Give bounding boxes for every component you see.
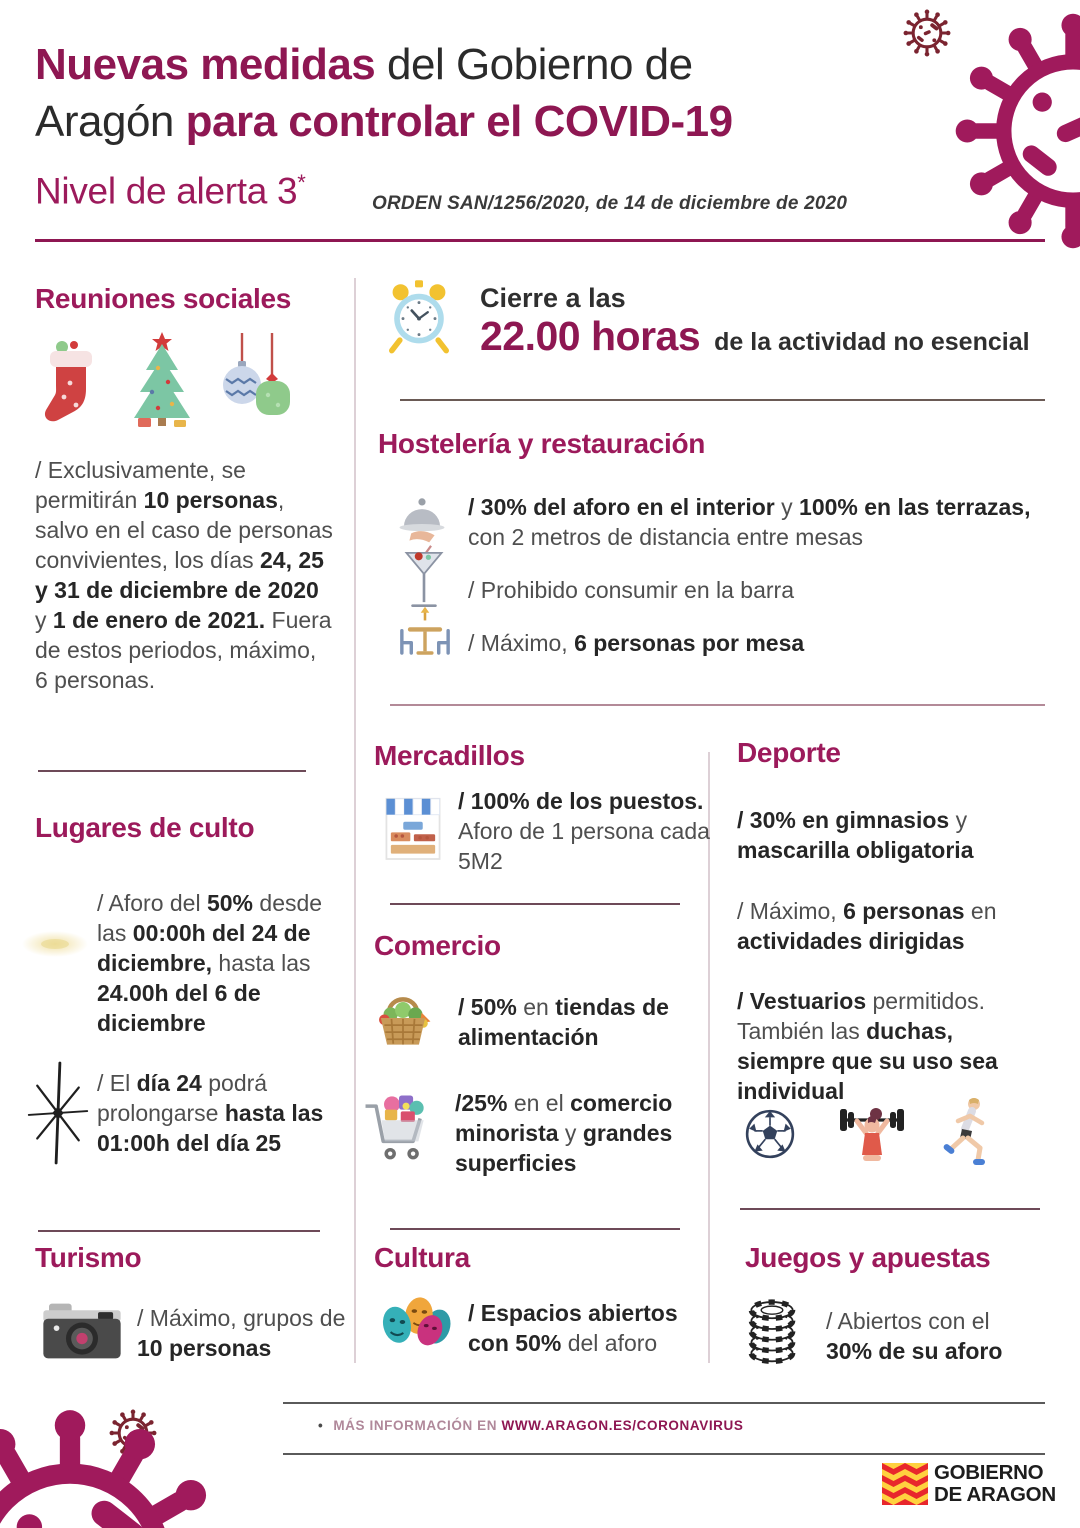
runner-icon [938, 1096, 994, 1170]
footer-info-url: WWW.ARAGON.ES/CORONAVIRUS [501, 1418, 744, 1433]
footer-info [318, 1418, 743, 1433]
alert-level: Nivel de alerta 3* [35, 170, 306, 212]
christmas-stocking-icon [40, 335, 100, 430]
cultura-item-text: / Espacios abiertos con 50% del aforo [468, 1300, 678, 1356]
cultura-title: Cultura [374, 1242, 470, 1273]
footer-rule-top [283, 1402, 1045, 1404]
vertical-divider-left [354, 278, 356, 1363]
hosteleria-title: Hostelería y restauración [378, 428, 706, 459]
lugares-title: Lugares de culto [35, 812, 255, 843]
shopping-cart-icon [362, 1090, 436, 1168]
page-title-line1: Nuevas medidas del Gobierno de [35, 40, 693, 89]
footer-bullet: • [318, 1418, 324, 1433]
christmas-ornaments-icon [220, 333, 290, 429]
hosteleria-item-1-text: / 30% del aforo en el interior y 100% en las terrazas, con 2 metros de distancia entre mesas [468, 494, 1031, 550]
virus-icon-large [0, 1400, 235, 1528]
reuniones-title: Reuniones sociales [35, 283, 292, 314]
separator-line [390, 704, 1045, 706]
logo-line-1: GOBIERNO [934, 1461, 1044, 1484]
comercio-title: Comercio [374, 930, 501, 961]
turismo-title: Turismo [35, 1242, 142, 1273]
footer-info-prefix: MÁS INFORMACIÓN EN [333, 1418, 502, 1433]
candle-glow-icon [20, 922, 90, 966]
aragon-flag-logo [882, 1463, 928, 1505]
footer-rule-bottom [283, 1453, 1045, 1455]
page-title [35, 36, 865, 150]
cloche-icon [395, 490, 449, 548]
food-basket-icon [372, 986, 434, 1050]
comercio-item-2-text: /25% en el comercio minorista y grandes superficies [455, 1090, 673, 1176]
hosteleria-item-2-text: / Prohibido consumir en la barra [468, 577, 794, 603]
weightlifter-icon [835, 1100, 909, 1170]
closure-post-text: de la actividad no esencial [714, 328, 1030, 356]
theater-masks-icon [376, 1290, 460, 1354]
juegos-item-text: / Abiertos con el 30% de su aforo [826, 1308, 1003, 1364]
star-sparkle-icon [25, 1058, 91, 1168]
christmas-tree-icon [128, 330, 196, 430]
separator-line [390, 903, 680, 905]
separator-line [400, 399, 1045, 401]
mercadillos-title: Mercadillos [374, 740, 525, 771]
header-rule [35, 239, 1045, 242]
virus-icon-large [948, 6, 1080, 256]
lugares-item-2-text: / El día 24 podrá prolongarse hasta las 01:00h del día 25 [97, 1070, 324, 1156]
separator-line [38, 1230, 320, 1232]
poker-chips-icon [745, 1294, 799, 1364]
order-reference: ORDEN SAN/1256/2020, de 14 de diciembre de 2020 [372, 193, 848, 214]
deporte-title: Deporte [737, 737, 841, 768]
lugares-item-1-text: / Aforo del 50% desde las 00:00h del 24 de diciembre, hasta las 24.00h del 6 de diciembre [97, 890, 323, 1036]
alarm-clock-icon [383, 278, 455, 356]
mercadillos-item-text: / 100% de los puestos. Aforo de 1 persona cada 5M2 [458, 788, 710, 874]
juegos-title: Juegos y apuestas [745, 1242, 991, 1273]
table-chairs-icon [395, 606, 455, 664]
comercio-item-1-text: / 50% en tiendas de alimentación [458, 994, 669, 1050]
turismo-item-text: / Máximo, grupos de 10 personas [137, 1305, 346, 1361]
hosteleria-item-3-text: / Máximo, 6 personas por mesa [468, 630, 805, 656]
deporte-item-2-text: / Máximo, 6 personas en actividades dirigidas [737, 898, 997, 954]
separator-line [740, 1208, 1040, 1210]
separator-line [390, 1228, 680, 1230]
deporte-item-3-text: / Vestuarios permitidos. También las duchas, siempre que su uso sea individual [737, 988, 998, 1104]
reuniones-text: / Exclusivamente, se permitirán 10 personas, salvo en el caso de personas convivientes, los días 24, 25 y 31 de diciembre de 2020 y 1 de enero de 2021. Fuera de estos periodos, máximo, 6 personas. [35, 457, 333, 693]
separator-line [38, 770, 306, 772]
soccer-ball-icon [744, 1108, 796, 1160]
deporte-item-1-text: / 30% en gimnasios y mascarilla obligatoria [737, 807, 974, 863]
market-stall-icon [382, 793, 444, 863]
alert-asterisk: * [297, 170, 306, 195]
government-logo-text [934, 1462, 1056, 1506]
camera-icon [38, 1298, 126, 1364]
closure-pre-text: Cierre a las [480, 283, 626, 313]
page-title-line2: Aragón para controlar el COVID-19 [35, 97, 733, 146]
logo-line-2: DE ARAGON [934, 1483, 1056, 1506]
virus-icon-small [902, 8, 952, 58]
closure-time: 22.00 horas [480, 313, 701, 359]
